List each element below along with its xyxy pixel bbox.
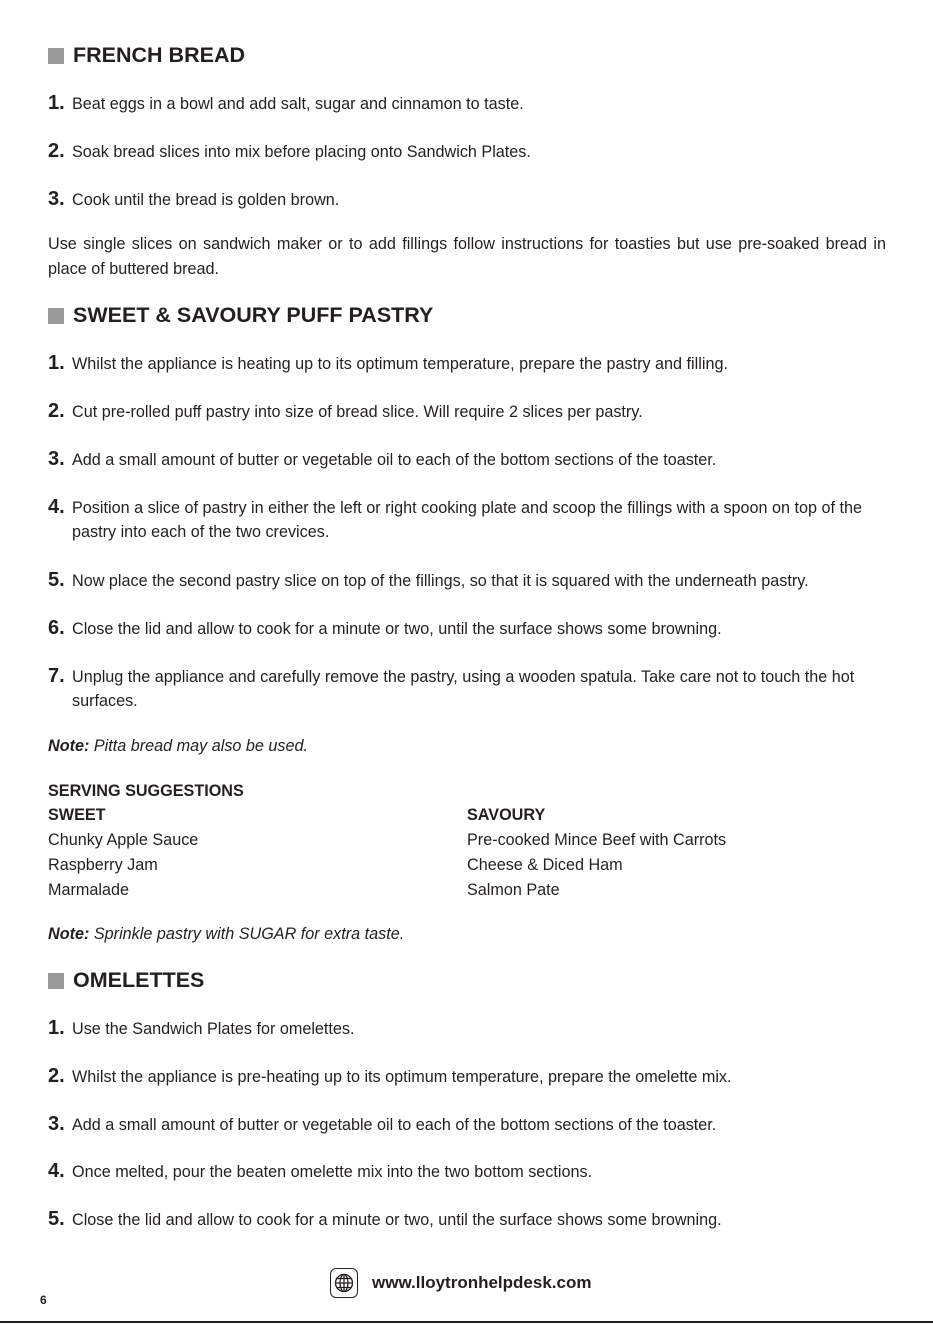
step-number: 3. <box>48 448 65 470</box>
step-number: 1. <box>48 352 65 374</box>
list-item: Marmalade <box>48 881 129 899</box>
savoury-list <box>467 828 726 903</box>
step-number: 3. <box>48 1113 65 1135</box>
section-heading-french-bread <box>48 45 245 67</box>
step-number: 6. <box>48 617 65 639</box>
globe-icon <box>330 1268 358 1298</box>
note-label: Note: <box>48 737 90 755</box>
step-item <box>48 665 893 713</box>
step-number: 2. <box>48 400 65 422</box>
footer <box>330 1268 591 1298</box>
step-number: 2. <box>48 140 65 162</box>
section-heading-puff-pastry <box>48 305 433 327</box>
step-text: Cut pre-rolled puff pastry into size of bread slice. Will require 2 slices per pastry. <box>72 403 643 421</box>
heading-square-icon <box>48 973 64 989</box>
step-text: Now place the second pastry slice on top of the fillings, so that it is squared with the underneath pastry. <box>72 572 809 590</box>
list-item: Raspberry Jam <box>48 856 158 874</box>
step-text: Close the lid and allow to cook for a minute or two, until the surface shows some browning. <box>72 620 722 638</box>
step-item <box>48 1113 893 1137</box>
note-pitta <box>48 734 308 758</box>
step-item <box>48 188 893 212</box>
step-item <box>48 352 893 376</box>
section-title: SWEET & SAVOURY PUFF PASTRY <box>73 303 434 327</box>
step-item <box>48 400 893 424</box>
step-item <box>48 569 893 593</box>
sweet-list <box>48 828 198 903</box>
page-number: 6 <box>40 1293 47 1307</box>
step-text: Cook until the bread is golden brown. <box>72 191 340 209</box>
step-text: Whilst the appliance is pre-heating up to its optimum temperature, prepare the omelette mix. <box>72 1068 732 1086</box>
step-number: 5. <box>48 569 65 591</box>
step-item <box>48 1017 893 1041</box>
step-number: 4. <box>48 1160 65 1182</box>
step-number: 4. <box>48 496 65 518</box>
step-text: Once melted, pour the beaten omelette mix into the two bottom sections. <box>72 1163 593 1181</box>
step-text: Use the Sandwich Plates for omelettes. <box>72 1020 355 1038</box>
step-text: Position a slice of pastry in either the left or right cooking plate and scoop the fillings with a spoon on top of the pastry into each of the two crevices. <box>72 499 863 541</box>
step-item <box>48 617 893 641</box>
note-text: Sprinkle pastry with SUGAR for extra taste. <box>89 925 405 943</box>
section-title: OMELETTES <box>73 968 205 992</box>
step-number: 1. <box>48 1017 65 1039</box>
step-number: 7. <box>48 665 65 687</box>
step-text: Unplug the appliance and carefully remove the pastry, using a wooden spatula. Take care not to touch the hot surfaces. <box>72 668 855 710</box>
note-sugar <box>48 922 404 946</box>
list-item: Cheese & Diced Ham <box>467 856 623 874</box>
note-text: Pitta bread may also be used. <box>89 737 309 755</box>
section-title: FRENCH BREAD <box>73 43 245 67</box>
french-bread-paragraph: Use single slices on sandwich maker or to add fillings follow instructions for toasties but use pre-soaked bread in place of buttered bread. <box>48 235 886 278</box>
note-label: Note: <box>48 925 90 943</box>
step-item <box>48 1160 893 1184</box>
step-number: 3. <box>48 188 65 210</box>
sweet-heading: SWEET <box>48 806 106 824</box>
step-text: Close the lid and allow to cook for a minute or two, until the surface shows some browning. <box>72 1211 722 1229</box>
step-text: Add a small amount of butter or vegetable oil to each of the bottom sections of the toaster. <box>72 1116 717 1134</box>
step-number: 5. <box>48 1208 65 1230</box>
footer-url[interactable]: www.lloytronhelpdesk.com <box>372 1273 592 1292</box>
step-item <box>48 1208 893 1232</box>
step-item <box>48 140 893 164</box>
savoury-heading: SAVOURY <box>467 806 546 824</box>
bottom-rule <box>0 1321 933 1323</box>
step-item <box>48 496 893 544</box>
step-item <box>48 1065 893 1089</box>
step-number: 2. <box>48 1065 65 1087</box>
step-text: Add a small amount of butter or vegetable oil to each of the bottom sections of the toaster. <box>72 451 717 469</box>
step-text: Beat eggs in a bowl and add salt, sugar and cinnamon to taste. <box>72 95 524 113</box>
step-text: Whilst the appliance is heating up to its optimum temperature, prepare the pastry and filling. <box>72 355 728 373</box>
heading-square-icon <box>48 48 64 64</box>
step-item <box>48 92 893 116</box>
step-item <box>48 448 893 472</box>
heading-square-icon <box>48 308 64 324</box>
list-item: Pre-cooked Mince Beef with Carrots <box>467 831 727 849</box>
step-text: Soak bread slices into mix before placing onto Sandwich Plates. <box>72 143 531 161</box>
list-item: Chunky Apple Sauce <box>48 831 199 849</box>
serving-suggestions-heading: SERVING SUGGESTIONS <box>48 782 244 800</box>
list-item: Salmon Pate <box>467 881 560 899</box>
step-number: 1. <box>48 92 65 114</box>
section-heading-omelettes <box>48 970 204 992</box>
